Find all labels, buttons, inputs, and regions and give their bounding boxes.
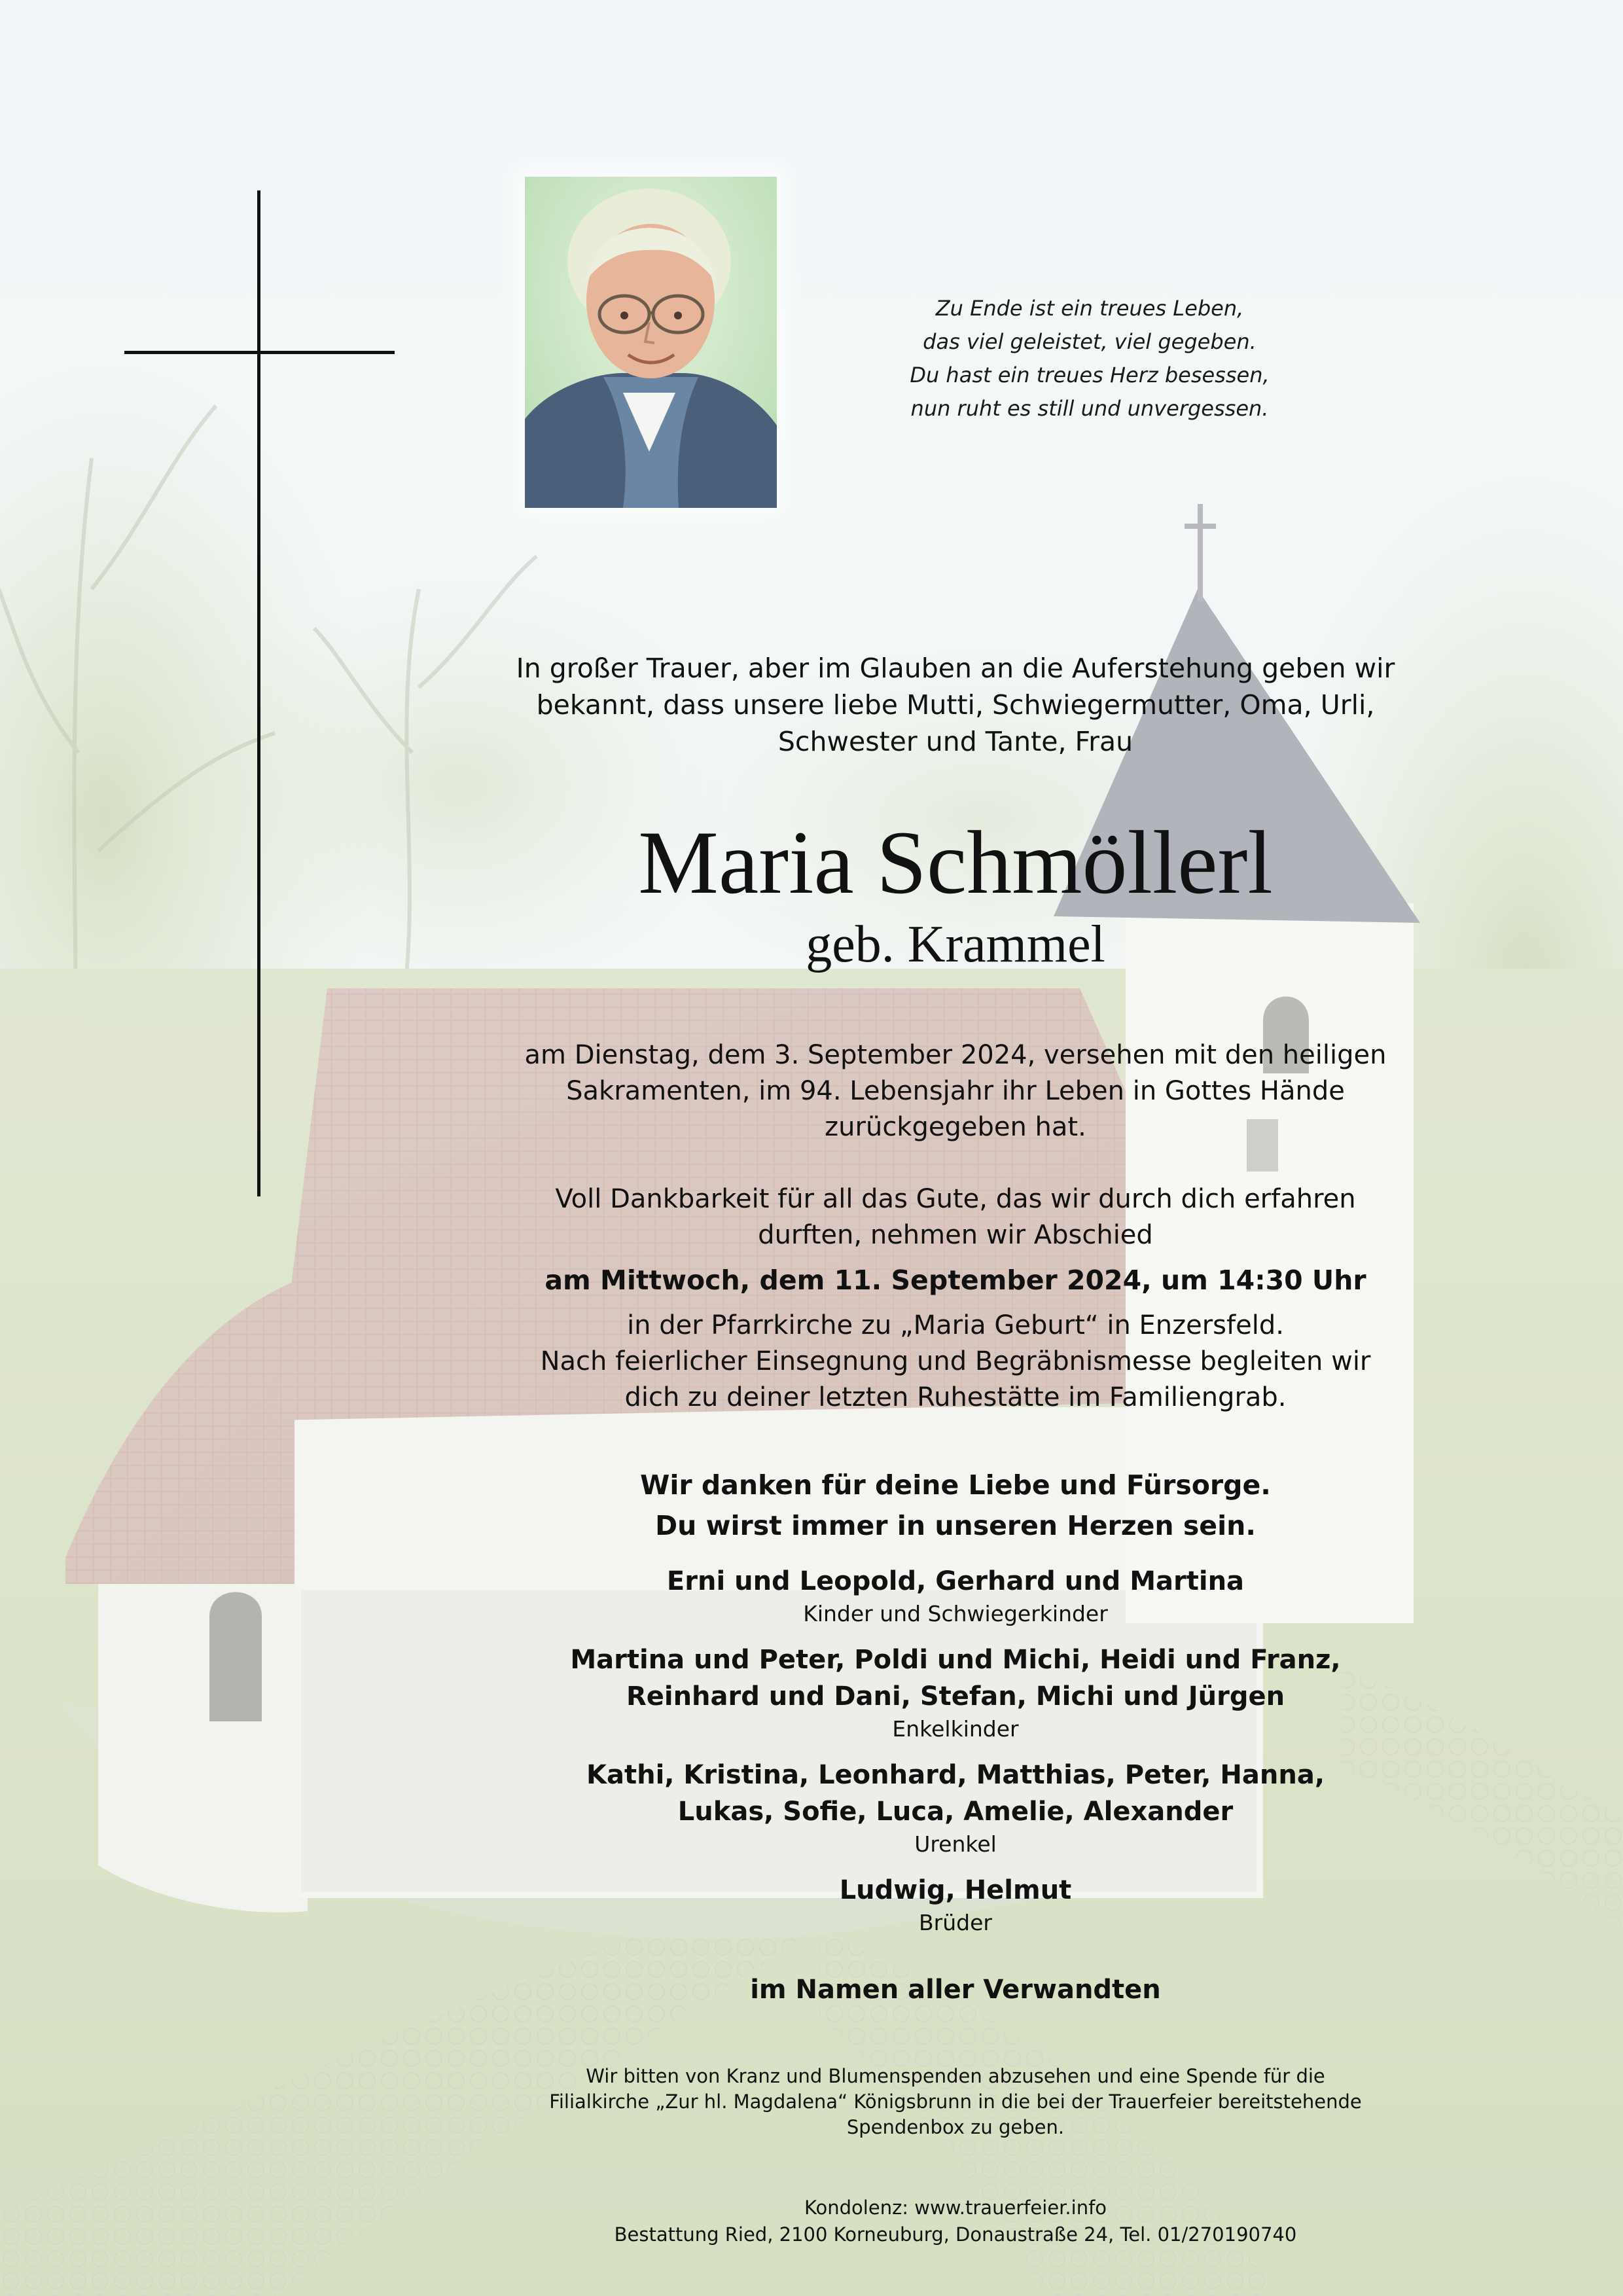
- cross-icon-crossbar: [124, 351, 395, 354]
- mourner-names: Martina und Peter, Poldi und Michi, Heidi und Franz,: [570, 1645, 1341, 1675]
- mourner-names: Ludwig, Helmut: [839, 1875, 1072, 1905]
- mourner-group-brothers: [497, 1872, 1414, 1937]
- mourner-group-grandchildren: [497, 1641, 1414, 1744]
- closing-line: Du wirst immer in unseren Herzen sein.: [655, 1510, 1256, 1541]
- donation-line: Wir bitten von Kranz und Blumenspenden abzusehen und eine Spende für die: [586, 2065, 1325, 2087]
- condolence-link[interactable]: Kondolenz: www.trauerfeier.info: [804, 2197, 1107, 2219]
- portrait-photo: [525, 177, 777, 508]
- intro-line: In großer Trauer, aber im Glauben an die Auferstehung geben wir: [516, 653, 1395, 684]
- mourner-names: Reinhard und Dani, Stefan, Michi und Jürgen: [626, 1681, 1285, 1712]
- farewell-line: Voll Dankbarkeit für all das Gute, das wir durch dich erfahren: [555, 1184, 1356, 1214]
- poem-line: Zu Ende ist ein treues Leben,: [935, 296, 1244, 321]
- poem-line: nun ruht es still und unvergessen.: [910, 396, 1269, 421]
- intro-line: bekannt, dass unsere liebe Mutti, Schwiegermutter, Oma, Urli,: [536, 689, 1375, 721]
- donation-request: [497, 2064, 1414, 2140]
- funeral-line: in der Pfarrkirche zu „Maria Geburt“ in Enzersfeld.: [627, 1310, 1284, 1340]
- on-behalf-line: im Namen aller Verwandten: [750, 1975, 1161, 2005]
- donation-line: Filialkirche „Zur hl. Magdalena“ Königsbrunn in die bei der Trauerfeier bereitstehende: [549, 2090, 1362, 2113]
- farewell-text: [497, 1181, 1414, 1253]
- intro-line: Schwester und Tante, Frau: [777, 726, 1133, 757]
- announcement-intro: [497, 650, 1414, 760]
- mourner-role: Enkelkinder: [892, 1716, 1019, 1742]
- mourner-group-children: [497, 1563, 1414, 1628]
- passing-text: [497, 1037, 1414, 1145]
- passing-line: Sakramenten, im 94. Lebensjahr ihr Leben in Gottes Hände: [566, 1076, 1345, 1106]
- donation-line: Spendenbox zu geben.: [846, 2116, 1065, 2138]
- mourners-list: [497, 1563, 1414, 1950]
- mourner-names: Kathi, Kristina, Leonhard, Matthias, Peter, Hanna,: [586, 1760, 1325, 1790]
- mourner-role: Urenkel: [914, 1831, 997, 1857]
- farewell-line: durften, nehmen wir Abschied: [758, 1220, 1153, 1250]
- maiden-name: geb. Krammel: [806, 916, 1105, 973]
- cross-icon: [257, 190, 260, 1196]
- mourner-names: Erni und Leopold, Gerhard und Martina: [666, 1566, 1245, 1596]
- closing-line: Wir danken für deine Liebe und Fürsorge.: [640, 1469, 1271, 1501]
- funeral-line: dich zu deiner letzten Ruhestätte im Familiengrab.: [624, 1382, 1287, 1412]
- mourner-names: Lukas, Sofie, Luca, Amelie, Alexander: [677, 1797, 1234, 1827]
- mourner-role: Kinder und Schwiegerkinder: [803, 1601, 1108, 1626]
- poem: [834, 292, 1345, 425]
- poem-line: das viel geleistet, viel gegeben.: [923, 329, 1257, 354]
- mourner-group-great-grandchildren: [497, 1757, 1414, 1859]
- funeral-line: Nach feierlicher Einsegnung und Begräbnismesse begleiten wir: [540, 1346, 1371, 1376]
- poem-line: Du hast ein treues Herz besessen,: [910, 363, 1270, 387]
- passing-line: zurückgegeben hat.: [825, 1112, 1086, 1142]
- funeral-date: am Mittwoch, dem 11. September 2024, um 14:30 Uhr: [544, 1265, 1366, 1296]
- mourner-role: Brüder: [919, 1910, 992, 1935]
- closing-words: [497, 1465, 1414, 1546]
- contact-footer: [497, 2195, 1414, 2248]
- passing-line: am Dienstag, dem 3. September 2024, versehen mit den heiligen: [524, 1040, 1387, 1070]
- deceased-name: Maria Schmöllerl: [638, 812, 1273, 912]
- funeral-details: [497, 1308, 1414, 1416]
- funeral-home-address: Bestattung Ried, 2100 Korneuburg, Donaustraße 24, Tel. 01/270190740: [614, 2223, 1297, 2246]
